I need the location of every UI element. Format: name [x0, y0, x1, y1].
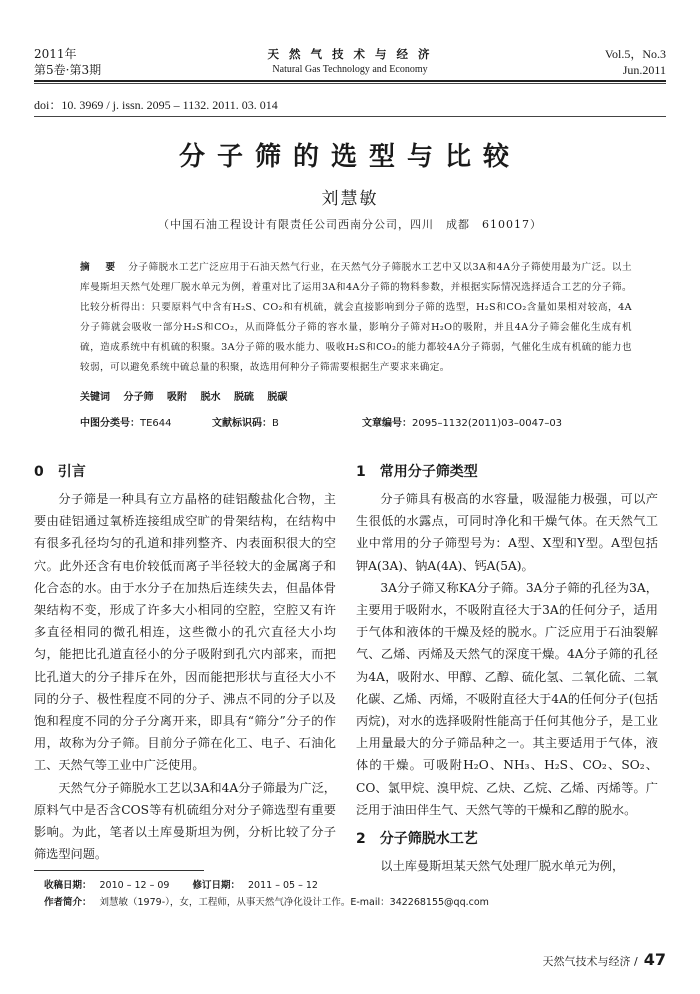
footnote-rule	[34, 870, 204, 871]
section-heading-2	[356, 829, 658, 855]
header-right	[605, 46, 666, 78]
section-heading-1	[356, 462, 658, 488]
header-volume-issue-cn: 第5卷·第3期	[34, 63, 102, 77]
footnote-bio	[44, 895, 489, 911]
doc-code-label: 文献标识码：	[212, 418, 272, 429]
abstract-text: 分子筛脱水工艺广泛应用于石油天然气行业，在天然气分子筛脱水工艺中又以3A和4A分子筛使用最为广泛。以土库曼斯坦天然气处理厂脱水单元为例，着重对比了运用3A和4A分子筛的物料参数，并根据实际情况选择适合工艺的分子筛。比较分析得出：只要原料气中含有H₂S、CO₂和有机硫，就会直接影响到分子筛的选型，H₂S和CO₂含量如果相对较高，4A分子筛就会吸收一部分H₂S和CO₂，从而降低分子筛的容水量，影响分子筛对H₂O的吸附，并且4A分子筛会催化生成有机硫，造成系统中有机硫的积聚。3A分子筛的吸水能力、吸收H₂S和CO₂的能力都较4A分子筛弱，气催化生成有机硫的能力也较弱，可以避免系统中硫总量的积聚，故选用何种分子筛需要根据生产要求来确定。	[80, 262, 632, 373]
keyword-item: 分子筛	[123, 392, 154, 403]
doi: doi：10. 3969 / j. issn. 2095 – 1132. 2011. 03. 014	[34, 98, 278, 112]
keyword-item: 脱碳	[267, 392, 288, 403]
clc-label: 中图分类号：	[80, 418, 140, 429]
section-heading-intro	[34, 462, 336, 488]
doc-code-value: B	[272, 418, 279, 429]
bio-label: 作者简介：	[44, 897, 92, 908]
author-affiliation: （中国石油工程设计有限责任公司西南分公司，四川 成都 610017）	[158, 218, 542, 231]
section-number: 1	[356, 464, 366, 480]
clc-value: TE644	[140, 418, 172, 429]
intro-paragraph-1: 分子筛是一种具有立方晶格的硅铝酸盐化合物，主要由硅铝通过氧桥连接组成空旷的骨架结构，在结构中有很多孔径均匀的孔道和排列整齐、内表面积很大的空穴。此外还含有电价较低而离子半径较大的金属离子和化合态的水。由于水分子在加热后连续失去，但晶体骨架结构不变，形成了许多大小相同的空腔，空腔又有许多直径相同的微孔相连，这些微小的孔穴直径大小均匀，能把比孔道直径小的分子吸附到孔穴内部来，而把比孔道大的分子排斥在外，因而能把形状与直径大小不同的分子、极性程度不同的分子、沸点不同的分子以及饱和程度不同的分子分离开来，即具有“筛分”分子的作用，故称为分子筛。目前分子筛在化工、电子、石油化工、天然气等工业中广泛使用。	[34, 492, 336, 773]
keywords	[80, 388, 297, 403]
journal-name-cn: 天 然 气 技 术 与 经 济	[267, 47, 433, 61]
doc-code	[212, 414, 279, 429]
header-rule-thin	[34, 83, 666, 84]
keyword-item: 脱硫	[233, 392, 254, 403]
section-number: 0	[34, 464, 44, 480]
doi-rule	[34, 116, 666, 117]
keywords-label: 关键词	[80, 392, 110, 403]
received-label: 收稿日期：	[44, 880, 92, 891]
intro-paragraph-2: 天然气分子筛脱水工艺以3A和4A分子筛最为广泛，原料气中是否含COS等有机硫组分对分子筛选型有重要影响。为此，笔者以土库曼斯坦为例，分析比较了分子筛选型问题。	[34, 780, 336, 862]
section1-paragraph-1: 分子筛具有极高的水容量，吸湿能力极强，可以产生很低的水露点，可同时净化和干燥气体。在天然气工业中常用的分子筛型号为：A型、X型和Y型。A型包括钾A(3A)、钠A(4A)、钙A(5A)。	[356, 492, 658, 573]
header-left	[34, 46, 101, 78]
section-number: 2	[356, 831, 366, 848]
section-title: 引言	[57, 464, 86, 480]
journal-name-en: Natural Gas Technology and Economy	[272, 64, 428, 75]
page-footer	[543, 950, 666, 969]
section2-paragraph-1: 以土库曼斯坦某天然气处理厂脱水单元为例，	[380, 859, 625, 874]
header-journal	[200, 46, 500, 78]
header-month: Jun.2011	[622, 63, 666, 77]
page-number: 47	[643, 950, 666, 969]
left-column	[34, 462, 336, 865]
keyword-item: 脱水	[200, 392, 221, 403]
header-year: 2011年	[34, 47, 77, 61]
received-date: 2010 – 12 – 09	[99, 880, 170, 891]
revised-label: 修订日期：	[192, 880, 240, 891]
paper-author: 刘慧敏	[321, 189, 379, 209]
section-title: 常用分子筛类型	[379, 464, 478, 480]
article-no-label: 文章编号：	[362, 418, 412, 429]
section-title: 分子筛脱水工艺	[379, 831, 478, 848]
paper-title: 分子筛的选型与比较	[178, 142, 521, 172]
article-number	[362, 414, 562, 429]
footer-journal: 天然气技术与经济 /	[542, 955, 638, 968]
header-volume-issue-en: Vol.5，No.3	[604, 47, 666, 61]
clc-number	[80, 414, 172, 429]
section1-paragraph-2: 3A分子筛又称KA分子筛。3A分子筛的孔径为3A，主要用于吸附水，不吸附直径大于3A的任何分子，适用于气体和液体的干燥及烃的脱水。广泛应用于石油裂解气、乙烯、丙烯及天然气的深度干燥。4A分子筛的孔径为4A，吸附水、甲醇、乙醇、硫化氢、二氧化硫、二氧化碳、乙烯、丙烯，不吸附直径大于4A的任何分子(包括丙烷)，对水的选择吸附性能高于任何其他分子，是工业上用量最大的分子筛品种之一。其主要适用于气体，液体的干燥。可吸附H₂O、NH₃、H₂S、CO₂、SO₂、CO、氯甲烷、溴甲烷、乙炔、乙烷、乙烯、丙烯等。广泛用于油田伴生气、天然气等的干燥和乙醇的脱水。	[356, 580, 658, 817]
revised-date: 2011 – 05 – 12	[248, 880, 318, 891]
right-column	[356, 462, 658, 877]
abstract-label: 摘 要	[80, 262, 119, 273]
abstract	[80, 258, 632, 378]
footnote-dates	[44, 878, 318, 894]
bio-text: 刘慧敏（1979-），女，工程师，从事天然气净化设计工作。E-mail：342268155@qq.com	[99, 897, 489, 908]
article-no-value: 2095–1132(2011)03–0047–03	[412, 418, 563, 429]
keyword-item: 吸附	[166, 392, 187, 403]
header-rule-thick	[34, 80, 666, 82]
